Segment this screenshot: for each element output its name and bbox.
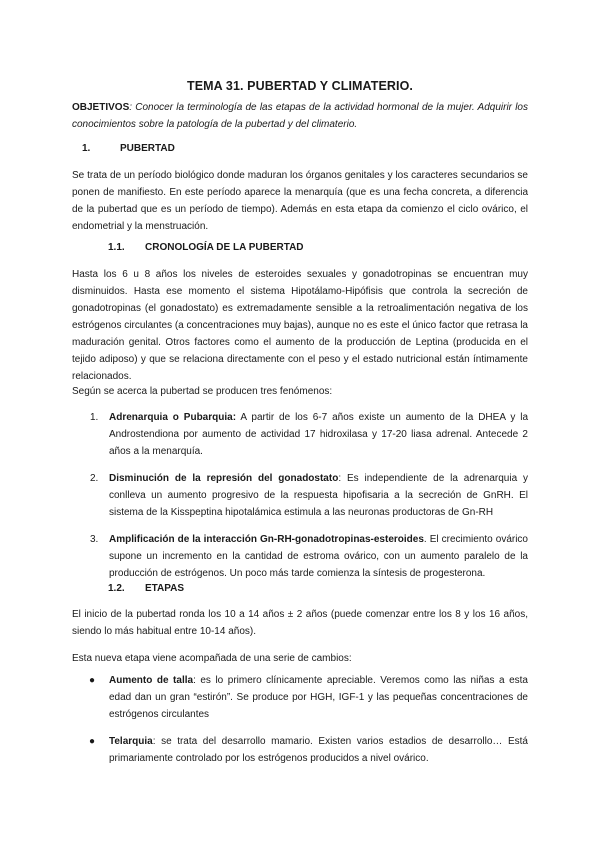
- bullet-item-text: : es lo primero clínicamente apreciable. Veremos como las niñas a esta edad dan un gran “estirón”. Se produce por HGH, IGF-1 y las pequeñas concentraciones de estrógenos circulantes: [109, 675, 528, 720]
- fenomenos-list: [72, 409, 528, 582]
- subsection-title: ETAPAS: [145, 583, 185, 594]
- list-item-term: Adrenarquia o Pubarquia:: [109, 412, 237, 423]
- bullet-item-term: Telarquia: [109, 736, 153, 747]
- bullet-item: [72, 733, 528, 767]
- etapas-paragraph: El inicio de la pubertad ronda los 10 a 14 años ± 2 años (puede comenzar entre los 8 y los 16 años, siendo lo más habitual entre 10-14 años).: [72, 609, 528, 637]
- cambios-list: [72, 672, 528, 767]
- list-marker: 3.: [90, 534, 99, 545]
- section-intro-paragraph: Se trata de un período biológico donde maduran los órganos genitales y los caracteres secundarios se ponen de manifiesto. En este período aparece la menarquía (que es una fecha concreta, a diferencia de la pubertad que es un período de tiempo). Además en esta etapa da comienzo el ciclo ovárico, el endometrial y la menstruación.: [72, 170, 528, 232]
- list-item: [72, 531, 528, 582]
- document-title: TEMA 31. PUBERTAD Y CLIMATERIO.: [186, 79, 414, 93]
- list-item-term: Amplificación de la interacción Gn-RH-gonadotropinas-esteroides: [109, 534, 424, 545]
- objectives-label: OBJETIVOS: [72, 102, 130, 113]
- objectives-paragraph: [72, 99, 528, 133]
- bullet-item-term: Aumento de talla: [109, 675, 194, 686]
- list-item-text: A partir de los 6-7 años existe un aumento de la DHEA y la Androstendiona por aumento de actividad 17 hidroxilasa y 17-20 liasa adrenal. Antecede 2 años a la menarquía.: [109, 412, 529, 457]
- section-title: PUBERTAD: [120, 143, 175, 154]
- list-item-text: : Es independiente de la adrenarquia y conlleva un aumento progresivo de la respuesta hipofisaria a la secreción de GnRH. El sistema de la Kisspeptina hipotalámica estimula a las neuronas productoras de Gn-RH: [109, 473, 528, 518]
- list-item: [72, 409, 528, 460]
- bullet-item-text: : se trata del desarrollo mamario. Existen varios estadios de desarrollo… Está primariamente controlado por los estrógenos producidos a nivel ovárico.: [109, 736, 528, 764]
- list-marker: 1.: [90, 412, 99, 423]
- bullet-icon: ●: [89, 736, 96, 747]
- list-item: [72, 470, 528, 521]
- subsection-title: CRONOLOGÍA DE LA PUBERTAD: [145, 242, 304, 253]
- subsection-heading-cronologia: [108, 242, 304, 253]
- subsection-number: 1.2.: [108, 583, 125, 594]
- fenomenos-intro: Según se acerca la pubertad se producen tres fenómenos:: [72, 386, 333, 397]
- cambios-intro: Esta nueva etapa viene acompañada de una serie de cambios:: [72, 653, 352, 664]
- list-marker: 2.: [90, 473, 99, 484]
- subsection-heading-etapas: [108, 583, 184, 594]
- section-number: 1.: [82, 143, 91, 154]
- subsection-number: 1.1.: [108, 242, 125, 253]
- list-item-text: . El crecimiento ovárico supone un incremento en la cantidad de estroma ovárico, con un aumento paralelo de la producción de estrógenos. Un poco más tarde comienza la síntesis de progesterona.: [109, 534, 528, 579]
- bullet-item: [72, 672, 528, 723]
- section-heading-pubertad: [82, 143, 175, 154]
- list-item-term: Disminución de la represión del gonadostato: [109, 473, 339, 484]
- cronologia-paragraph: Hasta los 6 u 8 años los niveles de esteroides sexuales y gonadotropinas se encuentran muy disminuidos. Hasta ese momento el sistema Hipotálamo-Hipófisis que controla la secreción de gonadotropinas (el gonadostato) es extremadamente sensible a la retroalimentación negativa de los estrógenos circulantes (a concentraciones muy bajas), aunque no es este el único factor que retrasa la maduración genital. Otros factores como el aumento de la producción de Leptina (producida en el tejido adiposo) y que se relaciona directamente con el peso y el estado nutricional están íntimamente relacionados.: [72, 269, 528, 382]
- bullet-icon: ●: [89, 675, 96, 686]
- objectives-text: : Conocer la terminología de las etapas de la actividad hormonal de la mujer. Adquirir los conocimientos sobre la patología de la pubertad y del climaterio.: [72, 102, 528, 130]
